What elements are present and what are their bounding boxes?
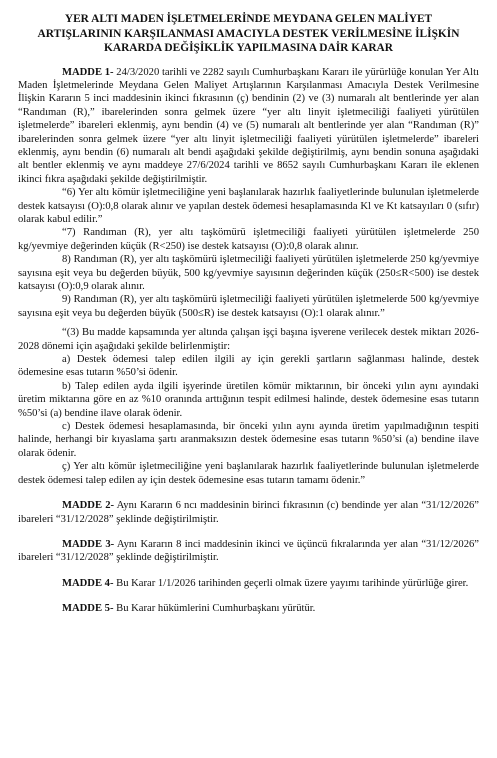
madde-3-label: MADDE 3- [62, 538, 115, 550]
clause-b: b) Talep edilen ayda ilgili işyerinde üretilen kömür miktarının, bir önceki yılın aynı ayındaki üretim miktarına göre en az %10 oranında arttığının tespit edilmesi halinde, destek ödemesine esas tutarın %50’si (a) bendine ilave olarak ödenir. [18, 380, 479, 419]
madde-1-label: MADDE 1- [62, 66, 114, 78]
clause-a: a) Destek ödemesi talep edilen ilgili ay için gerekli şartların sağlanması halinde, destek ödemesine esas tutarın %50’si ödenir. [18, 354, 479, 379]
madde-1-paragraph [18, 66, 479, 187]
madde-5-paragraph [18, 602, 479, 615]
subclause-8: 8) Randıman (R), yer altı taşkömürü işletmeciliği faaliyeti yürütülen işletmelerde 250 kg/yevmiye sayısına eşit veya bu değerden büyük, 500 kg/yevmiye sayısının değerinden küçük (250≤R<500) ise destek katsayısı (O):0,9 olarak alınır. [18, 254, 479, 292]
madde-2-text: Aynı Kararın 6 ncı maddesinin birinci fıkrasının (c) bendinde yer alan “31/12/2026” ibareleri “31/12/2028” şeklinde değiştirilmiştir. [18, 500, 479, 525]
clause-c: c) Destek ödemesi hesaplamasında, bir önceki yılın aynı ayında üretim yapılmadığının tespiti halinde, herhangi bir kıyaslama şartı aranmaksızın destek ödemesine esas tutarın %50’si (a) bendine ilave olarak ödenir. [18, 421, 479, 459]
spacer [18, 526, 479, 538]
madde-1-text: 24/3/2020 tarihli ve 2282 sayılı Cumhurbaşkanı Kararı ile yürürlüğe konulan Yer Altı Maden İşletmelerinde Meydana Gelen Maliyet Artışlarının Karşılanması Amacıyla Destek Verilmesine İlişkin Kararın 5 inci maddesinin ikinci fıkrasının (ç) bendinin (2) ve (3) numaralı alt bentlerinde yer alan “Randıman (R),” ibarelerinden sonra gelmek üzere “yer altı linyit işletmeciliği faaliyeti yürütülen işletmelerde” ibareleri eklenmiş, aynı bendin (4) ve (5) numaralı alt bentlerinde yer alan “Randıman (R)” ibarelerinden sonra gelmek üzere “yer altı linyit işletmeciliği faaliyeti yürütülen işletmelerde” ibareleri eklenmiş, aynı bendin (6) numaralı alt bendi aşağıdaki şekilde değiştirilmiş, aynı bendin sonuna aşağıdaki alt bentler eklenmiş ve aynı maddeye 27/6/2024 tarihli ve 8652 sayılı Cumhurbaşkanı Kararı ile eklenen ikinci fıkra aşağıdaki şekilde değiştirilmiştir. [18, 66, 479, 185]
madde-5-text: Bu Karar hükümlerini Cumhurbaşkanı yürütür. [113, 603, 316, 615]
spacer [18, 487, 479, 499]
madde-3-text: Aynı Kararın 8 inci maddesinin ikinci ve üçüncü fıkralarında yer alan “31/12/2026” ibareleri “31/12/2028” şeklinde değiştirilmiştir. [18, 538, 479, 564]
subclause-7: “7) Randıman (R), yer altı taşkömürü işletmeciliği faaliyeti yürütülen işletmelerde 250 kg/yevmiye değerinden küçük (R<250) ise destek katsayısı (O):0,8 olarak alınır. [18, 227, 479, 252]
madde-3-paragraph [18, 538, 479, 565]
subclause-9: 9) Randıman (R), yer altı taşkömürü işletmeciliği faaliyeti yürütülen işletmelerde 500 kg/yevmiye sayısına eşit veya bu değerden büyük (500≤R) ise destek katsayısı (O):1 olarak alınır.” [18, 294, 479, 319]
madde-2-label: MADDE 2- [62, 500, 115, 512]
spacer [18, 565, 479, 577]
subclause-6: “6) Yer altı kömür işletmeciliğine yeni başlanılarak hazırlık faaliyetlerinde bulunulan işletmelerde destek katsayısı (O):0,8 olarak alınır ve yapılan destek ödemesi hesaplamasında Kl ve Kt katsayıları 0 (sıfır) olarak kabul edilir.” [18, 187, 479, 225]
madde-2-paragraph [18, 499, 479, 526]
document-title [18, 12, 479, 56]
title-line: KARARDA DEĞİŞİKLİK YAPILMASINA DAİR KARAR [103, 42, 394, 54]
madde-4-paragraph [18, 577, 479, 590]
paragraph-3: “(3) Bu madde kapsamında yer altında çalışan işçi başına işverene verilecek destek miktarı 2026-2028 dönemi için aşağıdaki şekilde belirlenmiştir: [18, 327, 479, 352]
spacer [18, 590, 479, 602]
clause-cedilla: ç) Yer altı kömür işletmeciliğine yeni başlanılarak hazırlık faaliyetlerinde bulunulan işletmelerde destek ödemesi talep edilen ay için destek ödemesine esas tutarın tamamı ödenir.” [18, 461, 479, 486]
madde-4-label: MADDE 4- [62, 577, 114, 589]
madde-4-text: Bu Karar 1/1/2026 tarihinden geçerli olmak üzere yayımı tarihinde yürürlüğe girer. [113, 577, 469, 589]
title-line: ARTIŞLARININ KARŞILANMASI AMACIYLA DESTEK VERİLMESİNE İLİŞKİN [37, 27, 460, 40]
title-line: YER ALTI MADEN İŞLETMELERİNDE MEYDANA GELEN MALİYET [64, 13, 433, 25]
madde-5-label: MADDE 5- [62, 603, 114, 615]
